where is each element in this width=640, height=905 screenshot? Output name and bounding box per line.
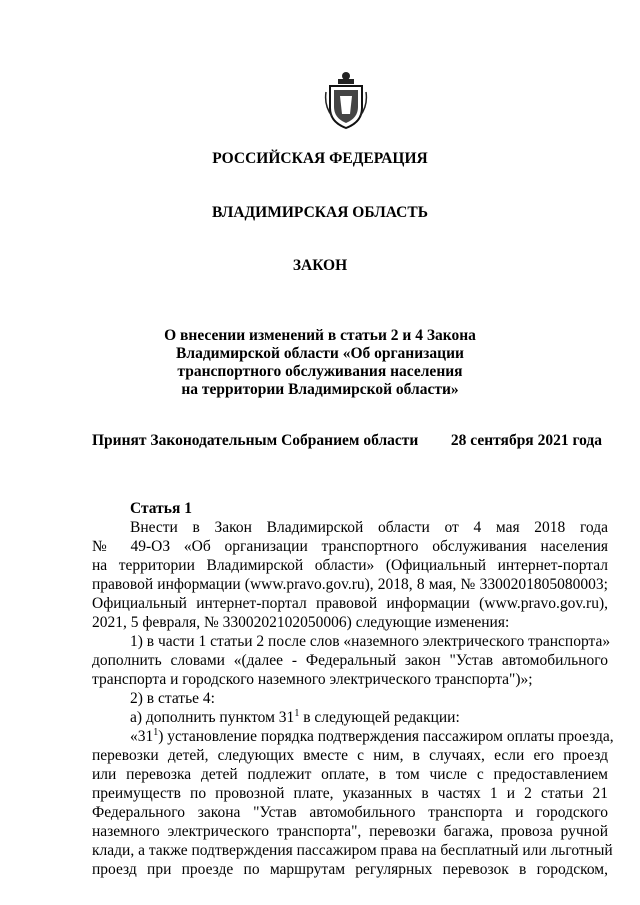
region-heading: ВЛАДИМИРСКАЯ ОБЛАСТЬ bbox=[212, 204, 428, 221]
law-title-line: транспортного обслуживания населения bbox=[177, 363, 463, 380]
article-text-line: Официальный интернет-портал правовой информации (www.pravo.gov.ru), bbox=[92, 595, 608, 612]
article-text-line: транспорта и городского наземного электрического транспорта")»; bbox=[92, 671, 533, 688]
line-text: «31 bbox=[130, 728, 154, 745]
article-text-line: Внести в Закон Владимирской области от 4 мая 2018 года bbox=[130, 519, 608, 536]
coat-of-arms-emblem bbox=[324, 70, 368, 130]
line-text: а) дополнить пунктом 31 bbox=[130, 709, 295, 726]
article-text-line: на территории Владимирской области» (Официальный интернет-портал bbox=[92, 557, 608, 574]
article-text-line bbox=[130, 726, 614, 746]
article-text-line: проезд при проезде по маршрутам регулярных перевозок в городском, bbox=[92, 861, 608, 878]
article-text-line: перевозки детей, следующих вместе с ним, в случаях, если его проезд bbox=[92, 747, 608, 764]
article-text-line: правовой информации (www.pravo.gov.ru), 2018, 8 мая, № 3300201805080003; bbox=[92, 576, 608, 593]
superscript: 1 bbox=[294, 707, 300, 719]
line-text: в следующей редакции: bbox=[299, 709, 460, 726]
article-text-line: дополнить словами «(далее - Федеральный закон "Устав автомобильного bbox=[92, 652, 608, 669]
adopted-date: 28 сентября 2021 года bbox=[450, 432, 602, 449]
article-text-line: 2) в статье 4: bbox=[130, 690, 215, 707]
article-text-line: 1) в части 1 статьи 2 после слов «наземного электрического транспорта» bbox=[130, 633, 611, 650]
law-title-line: Владимирской области «Об организации bbox=[176, 345, 464, 362]
article-text-line bbox=[130, 709, 460, 727]
article-text-line: наземного электрического транспорта", перевозки багажа, провоза ручной bbox=[92, 823, 608, 840]
law-title-line: О внесении изменений в статьи 2 и 4 Закона bbox=[164, 327, 476, 344]
article-text-line: преимуществ по провозной плате, указанных в частях 1 и 2 статьи 21 bbox=[92, 785, 608, 802]
line-text: ) установление порядка подтверждения пассажиром оплаты проезда, bbox=[158, 728, 614, 745]
article-text-line: клади, а также подтверждения пассажиром права на бесплатный или льготный bbox=[92, 842, 613, 859]
law-title-line: на территории Владимирской области» bbox=[181, 381, 459, 398]
article-text-line: № 49-ОЗ «Об организации транспортного обслуживания населения bbox=[92, 538, 608, 555]
country-heading: РОССИЙСКАЯ ФЕДЕРАЦИЯ bbox=[212, 150, 428, 167]
article-text-line: 2021, 5 февраля, № 3300202102050006) следующие изменения: bbox=[92, 614, 510, 631]
article-heading: Статья 1 bbox=[130, 500, 192, 517]
article-text-line: Федерального закона "Устав автомобильного транспорта и городского bbox=[92, 804, 608, 821]
document-type-heading: ЗАКОН bbox=[292, 257, 348, 274]
superscript: 1 bbox=[153, 726, 159, 738]
article-text-line: или перевозка детей подлежит оплате, в том числе с предоставлением bbox=[92, 766, 608, 783]
adopted-by: Принят Законодательным Собранием области bbox=[92, 432, 419, 449]
